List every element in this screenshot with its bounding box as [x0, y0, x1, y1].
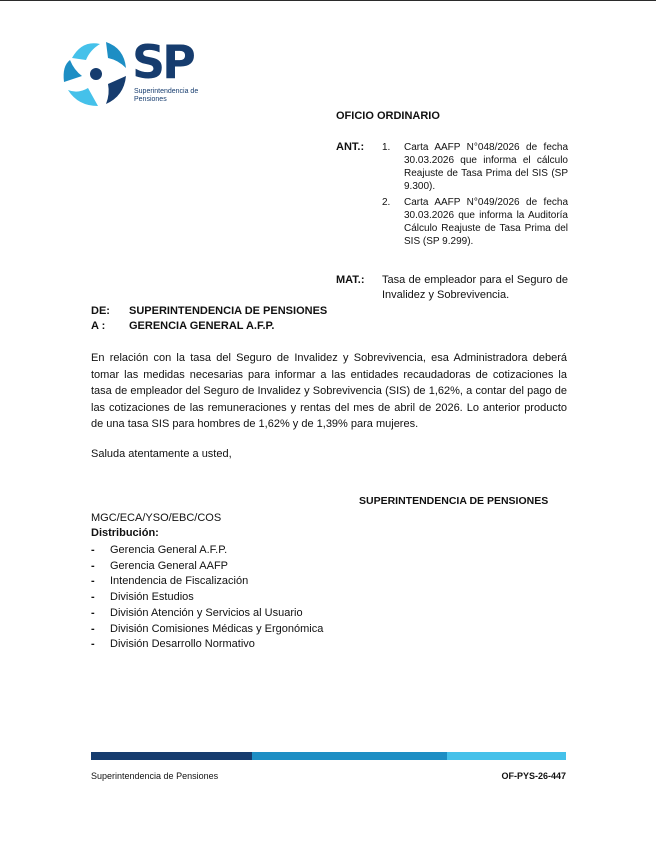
- matter-text: Tasa de empleador para el Seguro de Invalidez y Sobrevivencia.: [382, 274, 568, 301]
- antecedents-list: [382, 141, 568, 251]
- from-line: [91, 305, 327, 317]
- distribution-item: - División Atención y Servicios al Usuario: [91, 606, 323, 622]
- document-title: OFICIO ORDINARIO: [336, 110, 440, 122]
- distribution-item: - División Desarrollo Normativo: [91, 637, 323, 653]
- antecedent-number: 2.: [382, 197, 391, 208]
- distribution-item: - Gerencia General AAFP: [91, 559, 323, 575]
- body-paragraph: En relación con la tasa del Seguro de Invalidez y Sobrevivencia, esa Administradora deberá tomar las medidas necesarias para informar a las entidades recaudadoras de cotizaciones la tasa de empleador del Seguro de Invalidez y Sobrevivencia (SIS) de 1,62%, a contar del pago de las cotizaciones de las remuneraciones y rentas del mes de abril de 2026. Lo anterior producto de una tasa SIS para hombres de 1,62% y de 1,39% para mujeres.: [91, 352, 567, 430]
- from-value: SUPERINTENDENCIA DE PENSIONES: [129, 305, 328, 317]
- antecedent-number: 1.: [382, 142, 391, 153]
- footer-bar-navy: [91, 752, 252, 760]
- distribution-item: - División Comisiones Médicas y Ergonómica: [91, 622, 323, 638]
- top-border-line: [0, 0, 656, 1]
- distribution-item: - División Estudios: [91, 590, 323, 606]
- hands-circle-icon: [60, 36, 132, 112]
- footer-bar-light: [447, 752, 566, 760]
- matter-label: MAT.:: [336, 274, 365, 286]
- antecedent-text: Carta AAFP N°049/2026 de fecha 30.03.2026 que informa la Auditoría Cálculo Reajuste de Tasa Prima del SIS (SP 9.299).: [404, 197, 568, 247]
- distribution-item: - Gerencia General A.F.P.: [91, 543, 323, 559]
- antecedents-label: ANT.:: [336, 141, 365, 153]
- footer-document-code: OF-PYS-26-447: [501, 771, 566, 781]
- to-value: GERENCIA GENERAL A.F.P.: [129, 320, 275, 332]
- distribution-list: [91, 543, 323, 653]
- footer-bar-blue: [252, 752, 447, 760]
- footer-organization: Superintendencia de Pensiones: [91, 771, 219, 781]
- to-line: [91, 320, 274, 332]
- initials: MGC/ECA/YSO/EBC/COS: [91, 512, 222, 524]
- distribution-label: Distribución:: [91, 527, 159, 539]
- salutation: Saluda atentamente a usted,: [91, 448, 232, 460]
- antecedent-item: [382, 141, 568, 193]
- antecedent-item: [382, 196, 568, 248]
- distribution-item: - Intendencia de Fiscalización: [91, 574, 323, 590]
- antecedent-text: Carta AAFP N°048/2026 de fecha 30.03.2026 que informa el cálculo Reajuste de Tasa Prima del SIS (SP 9.300).: [404, 142, 568, 192]
- logo-subtitle: Superintendencia de Pensiones: [134, 88, 199, 103]
- sp-logo: [60, 36, 210, 112]
- from-label: DE:: [91, 305, 110, 317]
- logo-mark: SP: [132, 35, 193, 89]
- signature-block: SUPERINTENDENCIA DE PENSIONES: [359, 495, 549, 507]
- to-label: A :: [91, 320, 106, 332]
